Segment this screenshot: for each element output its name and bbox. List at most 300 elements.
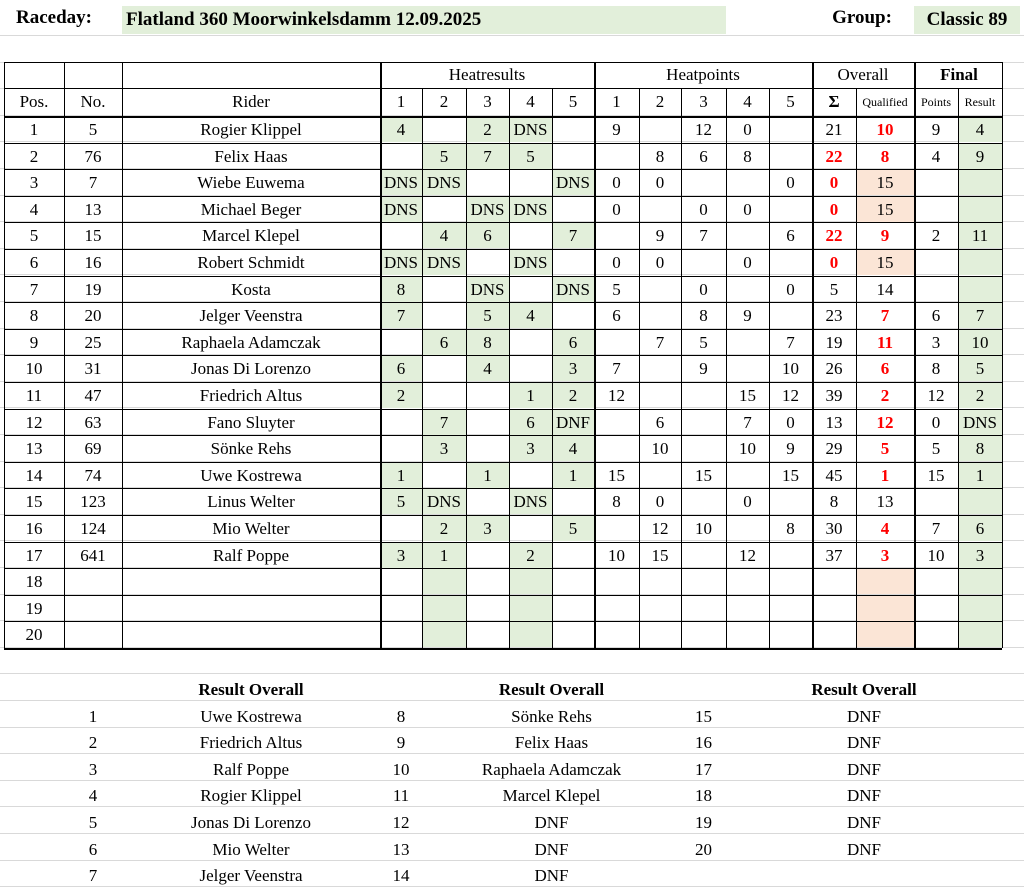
row-pos: 15: [25, 491, 43, 511]
result-overall-rank: 6: [88, 839, 98, 859]
result-overall-rider: Sönke Rehs: [511, 706, 592, 726]
heat-points-cell: 0: [655, 491, 665, 511]
row-number: 31: [84, 358, 102, 378]
result-overall-rank: 3: [88, 759, 98, 779]
result-overall-rider: Marcel Klepel: [502, 785, 601, 805]
heat-points-cell: 0: [743, 252, 752, 272]
heat-result-cell: [466, 410, 509, 435]
group-value: Classic 89: [914, 6, 1020, 34]
final-result-cell: 10: [958, 330, 1002, 355]
heat-result-cell: [552, 197, 594, 222]
heat-points-cell: [594, 568, 639, 595]
heat-points-cell: 0: [699, 279, 708, 299]
table-rule: [4, 648, 1002, 650]
overall-sum-cell: 21: [825, 119, 843, 139]
table-rule: [4, 355, 1002, 356]
heat-points-cell: [639, 595, 681, 622]
table-rule: [4, 329, 1002, 330]
final-points-cell: [914, 568, 958, 595]
row-number: [64, 621, 122, 648]
table-rule: [4, 196, 1002, 197]
col-header-heat-5: 5: [568, 92, 578, 111]
heat-points-cell: [681, 409, 726, 436]
qualified-cell: 4: [880, 518, 890, 538]
row-number: 15: [84, 225, 102, 245]
heat-result-cell: [509, 356, 552, 381]
heat-points-cell: [769, 621, 812, 648]
heat-points-cell: 0: [612, 172, 621, 192]
table-rule: [552, 88, 553, 648]
final-result-cell: [958, 250, 1002, 275]
row-number: 69: [84, 438, 102, 458]
heat-result-cell: 3: [422, 436, 466, 461]
heat-result-cell: DNS: [509, 250, 552, 275]
overall-sum-cell: 19: [825, 332, 843, 352]
heat-result-cell: [552, 622, 594, 647]
row-pos: 13: [25, 438, 43, 458]
table-rule: [4, 621, 1002, 622]
heat-points-cell: [639, 276, 681, 303]
row-pos: 14: [25, 465, 43, 485]
row-rider: Fano Sluyter: [207, 412, 295, 432]
heat-result-cell: [380, 144, 422, 169]
table-rule: [681, 88, 682, 648]
result-overall-rank: 11: [392, 785, 410, 805]
heat-points-cell: [594, 329, 639, 356]
heat-points-cell: [594, 595, 639, 622]
row-rider: Rogier Klippel: [200, 119, 302, 139]
heat-result-cell: 5: [466, 303, 509, 328]
heat-points-cell: 6: [786, 225, 795, 245]
row-rider: Wiebe Euwema: [197, 172, 305, 192]
row-pos: 5: [29, 225, 39, 245]
heat-result-cell: 2: [422, 516, 466, 541]
qualified-cell: 11: [876, 332, 894, 352]
heat-points-cell: 9: [743, 305, 752, 325]
row-number: 20: [84, 305, 102, 325]
heat-points-cell: [769, 249, 812, 276]
heat-result-cell: [422, 277, 466, 302]
heat-points-cell: 0: [786, 412, 795, 432]
result-overall-rank: 10: [392, 759, 410, 779]
overall-sum-cell: 8: [829, 491, 839, 511]
heat-result-cell: [422, 596, 466, 621]
heat-points-cell: 6: [612, 305, 621, 325]
table-rule: [4, 382, 1002, 383]
final-result-cell: 7: [958, 303, 1002, 328]
heat-result-cell: [509, 277, 552, 302]
final-points-cell: [914, 488, 958, 515]
table-rule: [639, 88, 640, 648]
row-number: 7: [88, 172, 98, 192]
heat-points-cell: 5: [612, 279, 621, 299]
result-overall-rank: 20: [695, 839, 712, 859]
row-rider: Friedrich Altus: [199, 385, 303, 405]
heat-points-cell: 7: [655, 332, 665, 352]
result-overall-rider: DNF: [534, 812, 569, 832]
heat-points-cell: 9: [699, 358, 708, 378]
heat-points-cell: [639, 382, 681, 409]
heat-result-cell: 5: [552, 516, 594, 541]
qualified-cell: 12: [876, 412, 894, 432]
heat-points-cell: 8: [699, 305, 708, 325]
final-result-cell: 4: [958, 117, 1002, 142]
row-number: 124: [80, 518, 106, 538]
heat-result-cell: 2: [552, 383, 594, 408]
heat-points-cell: [594, 143, 639, 170]
heat-points-cell: [726, 222, 769, 249]
heat-points-cell: 0: [612, 252, 621, 272]
heat-result-cell: [380, 436, 422, 461]
final-points-cell: [914, 276, 958, 303]
row-rider: Raphaela Adamczak: [181, 332, 321, 352]
heat-points-cell: [726, 621, 769, 648]
table-rule: [4, 488, 1002, 489]
row-pos: 18: [25, 571, 43, 591]
group-label: Group:: [832, 7, 892, 28]
gridline: [0, 673, 1024, 674]
table-rule: [769, 88, 770, 648]
heat-result-cell: 1: [422, 543, 466, 568]
heat-result-cell: 1: [552, 463, 594, 488]
heat-result-cell: 6: [422, 330, 466, 355]
result-overall-rider: Mio Welter: [212, 839, 290, 859]
row-number: 5: [88, 119, 98, 139]
overall-sum-cell: [812, 568, 856, 595]
row-pos: 8: [29, 305, 39, 325]
row-pos: 7: [29, 279, 39, 299]
overall-sum-cell: 0: [829, 199, 839, 219]
table-rule: [726, 88, 727, 648]
heat-points-cell: [594, 222, 639, 249]
result-overall-rider: Jelger Veenstra: [199, 865, 303, 885]
heat-points-cell: [681, 382, 726, 409]
table-rule: [4, 462, 1002, 463]
row-rider: Uwe Kostrewa: [200, 465, 302, 485]
qualified-cell: 10: [876, 119, 894, 139]
heat-result-cell: 3: [466, 516, 509, 541]
final-result-cell: 1: [958, 463, 1002, 488]
heat-result-cell: [380, 330, 422, 355]
heat-result-cell: 3: [380, 543, 422, 568]
table-rule: [4, 515, 1002, 516]
result-overall-rider: Rogier Klippel: [200, 785, 302, 805]
table-rule: [122, 62, 123, 648]
result-overall-rider: DNF: [846, 812, 881, 832]
final-points-cell: 5: [931, 438, 941, 458]
heat-points-cell: [639, 196, 681, 223]
heat-result-cell: DNS: [466, 277, 509, 302]
overall-sum-cell: 0: [829, 252, 839, 272]
heat-result-cell: [422, 569, 466, 594]
heat-result-cell: 6: [552, 330, 594, 355]
heat-points-cell: [769, 116, 812, 143]
heat-result-cell: [466, 622, 509, 647]
row-rider: [122, 568, 380, 595]
heat-result-cell: [466, 543, 509, 568]
heat-result-cell: DNS: [509, 197, 552, 222]
col-header-qualified: Qualified: [862, 94, 908, 109]
col-header-heat-3: 3: [483, 92, 492, 111]
final-result-cell: 11: [958, 223, 1002, 248]
final-result-cell: [958, 197, 1002, 222]
result-overall-rank: 13: [392, 839, 410, 859]
final-points-cell: 8: [931, 358, 941, 378]
col-header-rider: Rider: [232, 92, 270, 111]
heat-points-cell: 6: [655, 412, 665, 432]
heat-points-cell: [594, 515, 639, 542]
heat-points-cell: [769, 542, 812, 569]
table-rule: [422, 88, 423, 648]
final-result-cell: 5: [958, 356, 1002, 381]
heat-result-cell: [422, 303, 466, 328]
row-rider: Mio Welter: [212, 518, 290, 538]
heat-points-cell: 15: [695, 465, 712, 485]
row-number: 63: [84, 412, 102, 432]
result-overall-rank: 1: [88, 706, 98, 726]
heat-result-cell: DNS: [422, 170, 466, 195]
heat-result-cell: 4: [380, 117, 422, 142]
result-overall-rider: Uwe Kostrewa: [200, 706, 302, 726]
heat-points-cell: 0: [612, 199, 621, 219]
final-points-cell: 2: [931, 225, 941, 245]
qualified-cell: 8: [880, 146, 890, 166]
overall-sum-cell: [812, 621, 856, 648]
qualified-cell: 7: [880, 305, 890, 325]
heat-result-cell: 2: [380, 383, 422, 408]
row-number: 123: [80, 491, 106, 511]
final-points-cell: 15: [927, 465, 945, 485]
heat-result-cell: 1: [380, 463, 422, 488]
heat-points-cell: [726, 515, 769, 542]
result-overall-rank: 7: [88, 865, 98, 885]
heat-points-cell: 7: [786, 332, 795, 352]
heat-result-cell: [552, 250, 594, 275]
heat-points-cell: [639, 302, 681, 329]
heat-points-cell: [594, 621, 639, 648]
result-overall-rider: DNF: [846, 785, 881, 805]
heat-points-cell: 12: [782, 385, 799, 405]
heat-result-cell: [552, 569, 594, 594]
heat-result-cell: 7: [552, 223, 594, 248]
row-number: 16: [84, 252, 102, 272]
heat-points-cell: 9: [655, 225, 665, 245]
final-result-cell: [958, 622, 1002, 647]
final-result-cell: [958, 277, 1002, 302]
heat-result-cell: 5: [380, 489, 422, 514]
heat-result-cell: [552, 596, 594, 621]
result-overall-rider: DNF: [534, 839, 569, 859]
heat-result-cell: 7: [380, 303, 422, 328]
heat-points-cell: 0: [743, 199, 752, 219]
col-header-pos: Pos.: [19, 92, 49, 111]
overall-sum-cell: 45: [825, 465, 843, 485]
result-overall-rider: Raphaela Adamczak: [481, 759, 622, 779]
col-header-points-3: 3: [699, 92, 708, 111]
row-rider: Ralf Poppe: [212, 545, 290, 565]
heat-result-cell: [509, 223, 552, 248]
final-result-cell: 2: [958, 383, 1002, 408]
table-rule: [4, 568, 1002, 569]
heat-result-cell: [509, 330, 552, 355]
final-points-cell: 7: [931, 518, 941, 538]
heat-result-cell: [552, 303, 594, 328]
heat-points-cell: 9: [612, 119, 621, 139]
heat-result-cell: DNS: [509, 489, 552, 514]
heat-points-cell: [681, 568, 726, 595]
overall-sum-cell: [812, 595, 856, 622]
heat-points-cell: [769, 302, 812, 329]
final-result-cell: DNS: [958, 410, 1002, 435]
table-rule: [4, 276, 1002, 277]
heat-result-cell: DNS: [552, 277, 594, 302]
table-rule: [4, 62, 5, 648]
heat-points-cell: 7: [612, 358, 621, 378]
heat-result-cell: DNS: [552, 170, 594, 195]
heat-result-cell: [422, 197, 466, 222]
heat-result-cell: 8: [380, 277, 422, 302]
table-rule: [4, 169, 1002, 170]
final-result-cell: 9: [958, 144, 1002, 169]
overall-sum-cell: 26: [825, 358, 843, 378]
final-result-cell: [958, 489, 1002, 514]
result-overall-rank: 12: [392, 812, 410, 832]
heat-result-cell: [509, 596, 552, 621]
result-overall-rank: 17: [695, 759, 712, 779]
qualified-cell: 9: [880, 225, 890, 245]
heat-points-cell: [769, 143, 812, 170]
row-pos: 6: [29, 252, 39, 272]
overall-sum-cell: 39: [825, 385, 843, 405]
table-rule: [4, 143, 1002, 144]
heat-points-cell: 10: [651, 438, 669, 458]
row-pos: 10: [25, 358, 43, 378]
row-number: 74: [84, 465, 102, 485]
final-result-cell: [958, 596, 1002, 621]
heat-result-cell: 4: [466, 356, 509, 381]
final-points-cell: 9: [931, 119, 941, 139]
heat-result-cell: [422, 356, 466, 381]
final-result-cell: 8: [958, 436, 1002, 461]
heat-points-cell: 15: [782, 465, 799, 485]
table-rule: [4, 116, 1002, 118]
heat-result-cell: [422, 622, 466, 647]
col-header-points-4: 4: [743, 92, 752, 111]
heat-points-cell: [681, 542, 726, 569]
row-number: 25: [84, 332, 102, 352]
heat-result-cell: [509, 170, 552, 195]
col-header-sum: Σ: [828, 92, 840, 111]
final-points-cell: [914, 196, 958, 223]
row-rider: Marcel Klepel: [202, 225, 300, 245]
heat-result-cell: [380, 622, 422, 647]
table-rule: [812, 62, 814, 648]
result-overall-rank: 14: [392, 865, 410, 885]
heat-points-cell: 7: [743, 412, 752, 432]
heat-result-cell: 6: [509, 410, 552, 435]
heat-result-cell: [466, 489, 509, 514]
heat-result-cell: [380, 516, 422, 541]
qualified-cell: 13: [876, 491, 894, 511]
row-number: 641: [80, 545, 106, 565]
result-overall-title-1: Result Overall: [198, 679, 304, 699]
col-header-points-5: 5: [786, 92, 795, 111]
final-points-cell: [914, 621, 958, 648]
heat-points-cell: [769, 196, 812, 223]
qualified-cell: 15: [856, 197, 914, 222]
result-overall-rank: 5: [88, 812, 98, 832]
heat-result-cell: [380, 223, 422, 248]
heat-result-cell: [552, 117, 594, 142]
table-rule: [4, 435, 1002, 436]
final-points-cell: 0: [931, 412, 941, 432]
table-rule: [856, 88, 857, 648]
table-rule: [509, 88, 510, 648]
col-header-points-2: 2: [655, 92, 665, 111]
heat-points-cell: [726, 462, 769, 489]
heat-points-cell: 0: [655, 252, 665, 272]
heat-points-cell: [681, 595, 726, 622]
row-pos: 9: [29, 332, 39, 352]
heat-points-cell: 6: [699, 146, 708, 166]
table-rule: [4, 595, 1002, 596]
heat-result-cell: [466, 383, 509, 408]
row-pos: 12: [25, 412, 43, 432]
row-rider: [122, 621, 380, 648]
result-overall-rider: DNF: [846, 839, 881, 859]
qualified-cell: [856, 569, 914, 594]
table-rule: [4, 302, 1002, 303]
heat-points-cell: 15: [608, 465, 625, 485]
heat-points-cell: [639, 621, 681, 648]
result-overall-title-2: Result Overall: [498, 679, 605, 699]
heat-result-cell: [466, 569, 509, 594]
heat-result-cell: [509, 463, 552, 488]
final-points-cell: 4: [931, 146, 941, 166]
col-header-no: No.: [80, 92, 106, 111]
row-rider: Jelger Veenstra: [199, 305, 303, 325]
row-rider: Robert Schmidt: [197, 252, 305, 272]
result-overall-rider: DNF: [846, 759, 881, 779]
final-result-cell: [958, 170, 1002, 195]
heat-result-cell: 6: [466, 223, 509, 248]
heat-points-cell: 15: [651, 545, 669, 565]
col-header-points-1: 1: [612, 92, 621, 111]
row-rider: Kosta: [231, 279, 271, 299]
row-rider: Sönke Rehs: [210, 438, 292, 458]
result-overall-rider: DNF: [534, 865, 569, 885]
heat-points-cell: [769, 568, 812, 595]
row-pos: 11: [25, 385, 43, 405]
final-header: Final: [940, 65, 978, 84]
row-number: 76: [84, 146, 102, 166]
final-points-cell: 3: [931, 332, 941, 352]
heat-result-cell: [422, 463, 466, 488]
heat-result-cell: [552, 144, 594, 169]
result-overall-rider: Friedrich Altus: [199, 732, 303, 752]
heat-result-cell: DNS: [380, 197, 422, 222]
table-rule: [64, 62, 65, 648]
qualified-cell: 15: [856, 250, 914, 275]
table-rule: [958, 88, 959, 648]
row-pos: 3: [29, 172, 39, 192]
overall-sum-cell: 23: [825, 305, 843, 325]
heat-result-cell: 7: [466, 144, 509, 169]
heat-points-cell: [726, 276, 769, 303]
heat-result-cell: 5: [422, 144, 466, 169]
row-rider: [122, 595, 380, 622]
heat-points-cell: 0: [786, 279, 795, 299]
